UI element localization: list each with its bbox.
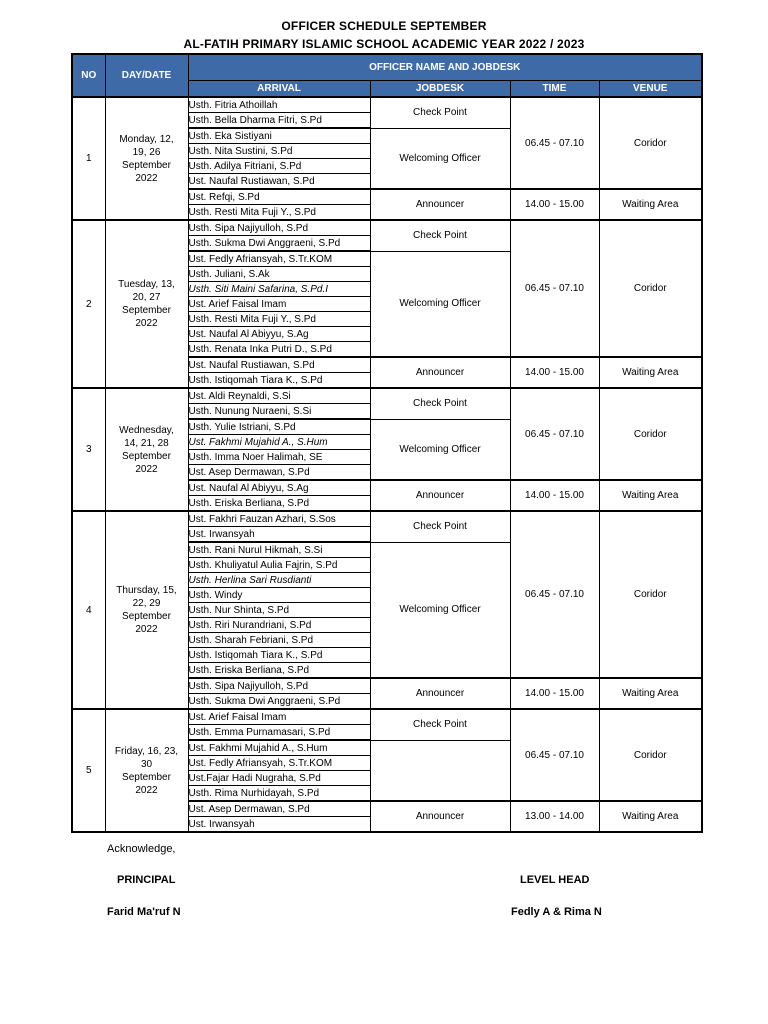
level-head-name: Fedly A & Rima N (511, 906, 602, 918)
venue-cell: Waiting Area (599, 801, 702, 832)
officer-name: Usth. Emma Purnamasari, S.Pd (188, 725, 370, 741)
day-date-line: 2022 (135, 172, 158, 184)
venue-cell: Waiting Area (599, 189, 702, 220)
venue-cell: Waiting Area (599, 678, 702, 709)
officer-name: Usth. Sipa Najiyulloh, S.Pd (188, 220, 370, 236)
principal-name: Farid Ma'ruf N (107, 906, 181, 918)
day-date-line: 22, 29 (132, 598, 161, 609)
time-cell: 14.00 - 15.00 (510, 678, 599, 709)
venue-cell: Coridor (599, 511, 702, 678)
officer-name: Ust. Naufal Al Abiyyu, S.Ag (188, 480, 370, 496)
venue-cell: Coridor (599, 97, 702, 189)
row-number: 5 (72, 709, 105, 832)
venue-cell: Waiting Area (599, 480, 702, 511)
acknowledge-text: Acknowledge, (107, 843, 176, 855)
venue-cell: Coridor (599, 709, 702, 801)
officer-name: Usth. Sukma Dwi Anggraeni, S.Pd (188, 236, 370, 252)
day-date-line: Monday, 12, (119, 133, 174, 145)
row-number: 4 (72, 511, 105, 709)
table-row (72, 97, 702, 113)
officer-name: Usth. Rima Nurhidayah, S.Pd (188, 786, 370, 802)
jobdesk-cell: Welcoming Officer (370, 542, 510, 678)
officer-name: Usth. Rani Nurul Hikmah, S.Si (188, 542, 370, 558)
time-cell: 06.45 - 07.10 (510, 511, 599, 678)
header-jobdesk: JOBDESK (370, 80, 510, 97)
officer-name: Ust. Asep Dermawan, S.Pd (188, 465, 370, 481)
document-subtitle: AL-FATIH PRIMARY ISLAMIC SCHOOL ACADEMIC YEAR 2022 / 2023 (183, 37, 585, 51)
day-date-line: September (122, 771, 171, 783)
schedule-table (71, 53, 703, 833)
day-date-line: September (122, 305, 171, 316)
officer-name: Usth. Eriska Berliana, S.Pd (188, 663, 370, 679)
document-title: OFFICER SCHEDULE SEPTEMBER (281, 19, 487, 33)
time-cell: 14.00 - 15.00 (510, 189, 599, 220)
row-number: 3 (72, 388, 105, 511)
officer-name: Usth. Yulie Istriani, S.Pd (188, 419, 370, 435)
officer-name: Usth. Eka Sistiyani (188, 128, 370, 144)
time-cell: 06.45 - 07.10 (510, 709, 599, 801)
day-date-cell (105, 709, 188, 832)
time-cell: 06.45 - 07.10 (510, 388, 599, 480)
officer-name: Usth. Imma Noer Halimah, SE (188, 450, 370, 465)
officer-name: Usth. Nur Shinta, S.Pd (188, 603, 370, 618)
time-cell: 06.45 - 07.10 (510, 220, 599, 357)
officer-name: Ust. Naufal Rustiawan, S.Pd (188, 357, 370, 373)
officer-name: Usth. Windy (188, 588, 370, 603)
officer-name: Usth. Siti Maini Safarina, S.Pd.I (188, 282, 370, 297)
officer-name: Ust. Fakhri Fauzan Azhari, S.Sos (188, 511, 370, 527)
officer-name: Ust. Irwansyah (188, 527, 370, 543)
jobdesk-cell: Announcer (370, 480, 510, 511)
day-date-line: Friday, 16, 23, (114, 745, 179, 757)
day-date-line: 2022 (135, 463, 158, 475)
officer-name: Usth. Sipa Najiyulloh, S.Pd (188, 678, 370, 694)
day-date-cell (105, 220, 188, 388)
officer-name: Usth. Istiqomah Tiara K., S.Pd (188, 648, 370, 663)
day-date-line: September (122, 611, 171, 622)
header-officer-group: OFFICER NAME AND JOBDESK (188, 54, 702, 80)
officer-name: Usth. Nita Sustini, S.Pd (188, 144, 370, 159)
level-head-label: LEVEL HEAD (520, 874, 590, 886)
officer-name: Ust.Fajar Hadi Nugraha, S.Pd (188, 771, 370, 786)
officer-name: Usth. Resti Mita Fuji Y., S.Pd (188, 205, 370, 221)
header-arrival: ARRIVAL (188, 80, 370, 97)
jobdesk-cell-empty (370, 740, 510, 801)
venue-cell: Coridor (599, 388, 702, 480)
row-number: 1 (72, 97, 105, 220)
day-date-line: 2022 (135, 784, 158, 796)
row-number: 2 (72, 220, 105, 388)
day-date-line: Thursday, 15, (116, 585, 177, 596)
jobdesk-cell: Check Point (370, 97, 510, 128)
officer-name: Usth. Sukma Dwi Anggraeni, S.Pd (188, 694, 370, 710)
time-cell: 06.45 - 07.10 (510, 97, 599, 189)
officer-name: Usth. Riri Nurandriani, S.Pd (188, 618, 370, 633)
officer-name: Usth. Eriska Berliana, S.Pd (188, 496, 370, 512)
officer-name: Usth. Sharah Febriani, S.Pd (188, 633, 370, 648)
venue-cell: Coridor (599, 220, 702, 357)
table-row (72, 511, 702, 527)
day-date-line: 30 (140, 758, 153, 770)
table-row (72, 709, 702, 725)
officer-name: Ust. Fakhmi Mujahid A., S.Hum (188, 435, 370, 450)
officer-name: Ust. Naufal Al Abiyyu, S.Ag (188, 327, 370, 342)
jobdesk-cell: Announcer (370, 678, 510, 709)
header-no: NO (72, 54, 105, 97)
jobdesk-cell: Check Point (370, 511, 510, 542)
header-venue: VENUE (599, 80, 702, 97)
day-date-line: 14, 21, 28 (124, 437, 169, 449)
jobdesk-cell: Announcer (370, 801, 510, 832)
officer-name: Ust. Arief Faisal Imam (188, 297, 370, 312)
officer-name: Usth. Renata Inka Putri D., S.Pd (188, 342, 370, 358)
jobdesk-cell: Check Point (370, 709, 510, 740)
day-date-line: 20, 27 (132, 292, 161, 303)
jobdesk-cell: Announcer (370, 189, 510, 220)
venue-cell: Waiting Area (599, 357, 702, 388)
officer-name: Usth. Bella Dharma Fitri, S.Pd (188, 113, 370, 129)
jobdesk-cell: Announcer (370, 357, 510, 388)
officer-name: Usth. Resti Mita Fuji Y., S.Pd (188, 312, 370, 327)
officer-name: Ust. Aldi Reynaldi, S.Si (188, 388, 370, 404)
table-row (72, 388, 702, 404)
officer-name: Ust. Naufal Rustiawan, S.Pd (188, 174, 370, 190)
time-cell: 13.00 - 14.00 (510, 801, 599, 832)
time-cell: 14.00 - 15.00 (510, 480, 599, 511)
schedule-body (72, 97, 702, 832)
officer-name: Usth. Nunung Nuraeni, S.Si (188, 404, 370, 420)
day-date-line: 2022 (135, 624, 158, 635)
day-date-line: 19, 26 (132, 146, 161, 158)
day-date-cell (105, 97, 188, 220)
jobdesk-cell: Check Point (370, 388, 510, 419)
officer-name: Ust. Fedly Afriansyah, S.Tr.KOM (188, 251, 370, 267)
day-date-cell (105, 388, 188, 511)
principal-label: PRINCIPAL (117, 874, 176, 886)
officer-name: Usth. Herlina Sari Rusdianti (188, 573, 370, 588)
day-date-cell (105, 511, 188, 709)
officer-name: Ust. Arief Faisal Imam (188, 709, 370, 725)
jobdesk-cell: Welcoming Officer (370, 251, 510, 357)
officer-name: Usth. Adilya Fitriani, S.Pd (188, 159, 370, 174)
officer-name: Usth. Juliani, S.Ak (188, 267, 370, 282)
day-date-line: 2022 (135, 318, 158, 329)
day-date-line: Tuesday, 13, (118, 279, 175, 290)
officer-name: Usth. Khuliyatul Aulia Fajrin, S.Pd (188, 558, 370, 573)
table-row (72, 220, 702, 236)
officer-name: Ust. Irwansyah (188, 817, 370, 833)
header-time: TIME (510, 80, 599, 97)
day-date-line: September (122, 159, 171, 171)
jobdesk-cell: Check Point (370, 220, 510, 251)
day-date-line: September (122, 450, 171, 462)
officer-name: Usth. Fitria Athoillah (188, 97, 370, 113)
header-day-date: DAY/DATE (105, 54, 188, 97)
officer-name: Usth. Istiqomah Tiara K., S.Pd (188, 373, 370, 389)
jobdesk-cell: Welcoming Officer (370, 419, 510, 480)
officer-name: Ust. Refqi, S.Pd (188, 189, 370, 205)
jobdesk-cell: Welcoming Officer (370, 128, 510, 189)
day-date-line: Wednesday, (119, 424, 174, 436)
officer-name: Ust. Fakhmi Mujahid A., S.Hum (188, 740, 370, 756)
time-cell: 14.00 - 15.00 (510, 357, 599, 388)
officer-name: Ust. Fedly Afriansyah, S.Tr.KOM (188, 756, 370, 771)
officer-name: Ust. Asep Dermawan, S.Pd (188, 801, 370, 817)
